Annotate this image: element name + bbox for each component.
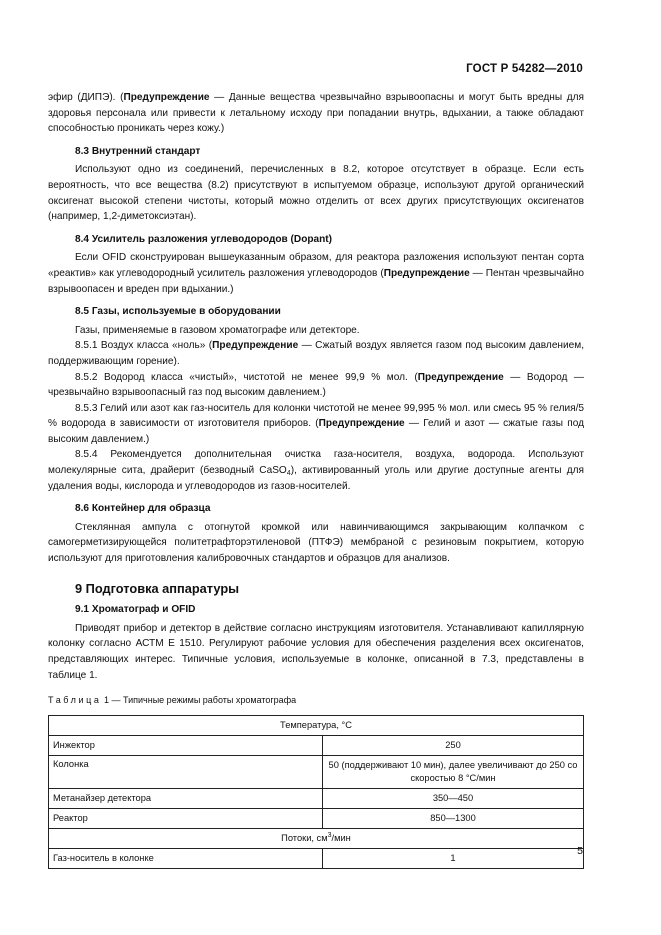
table-cell-value: 850—1300 [323, 808, 584, 828]
item-warning: — Сжатый воздух является газом под высоким давлением, поддерживающим горение). [48, 340, 584, 367]
table-cell-label: Инжектор [49, 735, 323, 755]
table-cell-value: 350—450 [323, 788, 584, 808]
table-group-header: Температура, °С [49, 715, 584, 735]
section-8-5-4 [48, 447, 584, 494]
document-code: ГОСТ Р 54282—2010 [466, 63, 583, 75]
subscript: 4 [286, 470, 291, 478]
item-text-end: ), активированный уголь или другие доступные агенты для удаления воды, кислорода и углеводородов из газов-носителей. [48, 465, 585, 492]
group-text: Потоки, см [281, 832, 328, 843]
table-cell-label: Газ-носитель в колонке [49, 848, 323, 868]
table-row [49, 735, 584, 755]
intro-paragraph [48, 90, 584, 137]
table-row [49, 755, 584, 788]
warning-label: Предупреждение [212, 340, 299, 352]
warning-label: Предупреждение [383, 267, 470, 279]
section-8-3-title: 8.3 Внутренний стандарт [75, 145, 201, 157]
table-caption-title: 1 — Типичные режимы работы хроматографа [104, 695, 297, 706]
section-8-6-title: 8.6 Контейнер для образца [75, 503, 211, 515]
item-warning: — Гелий и азот — сжатые газы под высоким давлением.) [48, 418, 584, 445]
table-cell-label: Метанайзер детектора [49, 788, 323, 808]
group-unit: /мин [331, 832, 351, 843]
section-8-4-text [48, 250, 584, 297]
section-8-5-2 [48, 370, 584, 401]
section-8-5-1 [48, 338, 584, 369]
table-cell-label: Реактор [49, 808, 323, 828]
table-row [49, 848, 584, 868]
table-cell-label: Колонка [49, 755, 323, 788]
section-8-5-title: 8.5 Газы, используемые в оборудовании [75, 306, 281, 318]
section-9-title: 9 Подготовка аппаратуры [75, 580, 240, 596]
section-8-4-title: 8.4 Усилитель разложения углеводородов (Dopant) [75, 233, 333, 245]
table-caption [48, 693, 584, 709]
warning-label: Предупреждение [417, 371, 504, 383]
page-number: 5 [577, 845, 583, 857]
section-8-6-text: Стеклянная ампула с отогнутой кромкой или навинчивающимся закрывающим колпачком с самогерметизирующейся политетрафторэтиленовой (ПТФЭ) мембраной с резиновым покрытием, которую используют для приготовления калибровочных стандартов и образцов для анализов. [48, 521, 584, 565]
item-text: 8.5.1 Воздух класса «ноль» ( [75, 340, 213, 352]
page-content [48, 90, 584, 869]
table-row [49, 788, 584, 808]
item-text: 8.5.3 Гелий или азот как газ-носитель для колонки чистотой не менее 99,995 % мол. или смесь 95 % гелия/5 % водорода в зависимости от изготовителя приборов. ( [48, 402, 584, 430]
table-group-header [49, 828, 584, 848]
section-8-5-intro: Газы, применяемые в газовом хроматографе или детекторе. [75, 324, 360, 336]
section-9-1-text: Приводят прибор и детектор в действие согласно инструкциям изготовителя. Устанавливают капиллярную колонку согласно АСТМ Е 1510. Регулируют рабочие условия для обеспечения разделения всех оксигенатов, представляющих интерес. Типичные условия, используемые в колонке, описанной в 7.3, представлены в таблице 1. [48, 622, 584, 681]
warning-label: Предупреждение [123, 92, 210, 103]
item-warning: — Водород — чрезвычайно взрывоопасный газ под высоким давлением.) [48, 371, 585, 399]
table-group-row [49, 715, 584, 735]
section-8-5-3 [48, 401, 584, 448]
table-caption-word: Таблица [48, 695, 102, 706]
item-text: 8.5.2 Водород класса «чистый», чистотой не менее 99,9 % мол. ( [75, 371, 418, 383]
section-8-3-text: Используют одно из соединений, перечисленных в 8.2, которое отсутствует в образце. Если есть вероятность, что все вещества (8.2) присутствуют в испытуемом образце, используют другой органический оксигенат высокой степени чистоты, который можно отделить от всех других присутствующих оксигенатов (например, 1,2-диметоксиэтан). [48, 164, 584, 223]
table-cell-value: 1 [323, 848, 584, 868]
intro-text: эфир (ДИПЭ). ( [48, 92, 124, 103]
table-group-row [49, 828, 584, 848]
section-9-1-title: 9.1 Хроматограф и OFID [75, 604, 196, 616]
table-row [49, 808, 584, 828]
warning-label: Предупреждение [318, 418, 405, 430]
table-cell-value: 250 [323, 735, 584, 755]
superscript: 3 [327, 831, 332, 839]
section-8-4-warning: — Пентан чрезвычайно взрывоопасен и вреден при вдыхании.) [48, 267, 584, 295]
section-8-4-main: Если OFID сконструирован вышеуказанным образом, для реактора разложения используют пентан сорта «реактив» как углеводородный усилитель разложения углеводородов ( [48, 252, 584, 279]
item-text: 8.5.4 Рекомендуется дополнительная очистка газа-носителя, воздуха, водорода. Используют молекулярные сита, драйерит (безводный CaSO [48, 449, 584, 477]
chromatograph-conditions-table [48, 715, 584, 869]
intro-warning-text: — Данные вещества чрезвычайно взрывоопасны и могут быть вредны для здоровья персонала или привести к летальному исходу при попадании внутрь, вдыхании, а также обладают способностью проникать через кожу.) [48, 92, 585, 135]
table-cell-value: 50 (поддерживают 10 мин), далее увеличивают до 250 со скоростью 8 °С/мин [323, 755, 584, 788]
